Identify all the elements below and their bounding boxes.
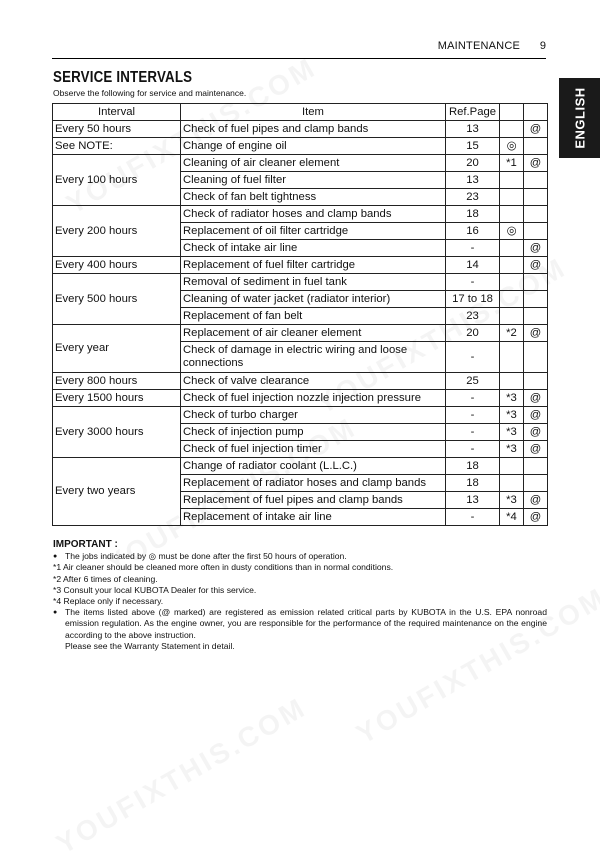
item-cell: Replacement of oil filter cartridge bbox=[181, 223, 446, 240]
note-warranty: Please see the Warranty Statement in detail. bbox=[65, 640, 235, 651]
page-number: 9 bbox=[539, 40, 546, 52]
interval-cell: Every 50 hours bbox=[53, 121, 181, 138]
ref-page-cell: - bbox=[446, 509, 500, 526]
table-row bbox=[53, 390, 548, 407]
emission-mark-cell bbox=[524, 206, 548, 223]
language-tab-label: ENGLISH bbox=[572, 87, 587, 149]
ref-page-cell: 25 bbox=[446, 373, 500, 390]
item-cell: Check of damage in electric wiring and loose connections bbox=[181, 342, 446, 373]
note-mark-cell: *3 bbox=[500, 424, 524, 441]
emission-mark-cell: @ bbox=[524, 155, 548, 172]
ref-page-cell: 14 bbox=[446, 257, 500, 274]
item-cell: Check of intake air line bbox=[181, 240, 446, 257]
item-cell: Cleaning of water jacket (radiator interior) bbox=[181, 291, 446, 308]
item-cell: Check of fuel injection nozzle injection pressure bbox=[181, 390, 446, 407]
ref-page-cell: 13 bbox=[446, 121, 500, 138]
interval-cell: Every 3000 hours bbox=[53, 407, 181, 458]
table-row bbox=[53, 257, 548, 274]
column-header-interval: Interval bbox=[53, 104, 181, 121]
interval-cell: Every 1500 hours bbox=[53, 390, 181, 407]
note-mark-cell bbox=[500, 475, 524, 492]
item-cell: Check of radiator hoses and clamp bands bbox=[181, 206, 446, 223]
ref-page-cell: - bbox=[446, 240, 500, 257]
interval-cell: Every year bbox=[53, 325, 181, 373]
item-cell: Check of fuel injection timer bbox=[181, 441, 446, 458]
ref-page-cell: 15 bbox=[446, 138, 500, 155]
language-tab bbox=[559, 78, 600, 158]
item-cell: Check of valve clearance bbox=[181, 373, 446, 390]
note-4: *4 Replace only if necessary. bbox=[53, 596, 164, 607]
table-header-row bbox=[53, 104, 548, 121]
note-mark-cell bbox=[500, 172, 524, 189]
column-header-mark bbox=[500, 104, 524, 121]
note-3: *3 Consult your local KUBOTA Dealer for this service. bbox=[53, 584, 257, 595]
ref-page-cell: 13 bbox=[446, 492, 500, 509]
column-header-emission bbox=[524, 104, 548, 121]
item-cell: Check of fan belt tightness bbox=[181, 189, 446, 206]
ref-page-cell: 23 bbox=[446, 308, 500, 325]
emission-mark-cell: @ bbox=[524, 121, 548, 138]
ref-page-cell: 18 bbox=[446, 206, 500, 223]
interval-cell: Every 200 hours bbox=[53, 206, 181, 257]
table-row bbox=[53, 373, 548, 390]
ref-page-cell: 17 to 18 bbox=[446, 291, 500, 308]
item-cell: Check of turbo charger bbox=[181, 407, 446, 424]
note-mark-cell bbox=[500, 373, 524, 390]
interval-cell: Every 800 hours bbox=[53, 373, 181, 390]
emission-mark-cell bbox=[524, 458, 548, 475]
ref-page-cell: 20 bbox=[446, 325, 500, 342]
ref-page-cell: 20 bbox=[446, 155, 500, 172]
note-mark-cell bbox=[500, 121, 524, 138]
ref-page-cell: 13 bbox=[446, 172, 500, 189]
interval-cell: Every two years bbox=[53, 458, 181, 526]
item-cell: Check of fuel pipes and clamp bands bbox=[181, 121, 446, 138]
ref-page-cell: 18 bbox=[446, 475, 500, 492]
note-mark-cell: *3 bbox=[500, 390, 524, 407]
ref-page-cell: 23 bbox=[446, 189, 500, 206]
table-row bbox=[53, 407, 548, 424]
note-mark-cell bbox=[500, 240, 524, 257]
emission-mark-cell: @ bbox=[524, 257, 548, 274]
ref-page-cell: - bbox=[446, 274, 500, 291]
emission-mark-cell: @ bbox=[524, 509, 548, 526]
note-mark-cell: *3 bbox=[500, 492, 524, 509]
table-row bbox=[53, 138, 548, 155]
ref-page-cell: - bbox=[446, 390, 500, 407]
item-cell: Replacement of air cleaner element bbox=[181, 325, 446, 342]
item-cell: Removal of sediment in fuel tank bbox=[181, 274, 446, 291]
item-cell: Replacement of fuel pipes and clamp bands bbox=[181, 492, 446, 509]
ref-page-cell: - bbox=[446, 424, 500, 441]
ref-page-cell: 16 bbox=[446, 223, 500, 240]
note-mark-cell bbox=[500, 189, 524, 206]
interval-cell: Every 400 hours bbox=[53, 257, 181, 274]
emission-mark-cell: @ bbox=[524, 441, 548, 458]
ref-page-cell: 18 bbox=[446, 458, 500, 475]
note-mark-cell: *3 bbox=[500, 441, 524, 458]
emission-mark-cell bbox=[524, 475, 548, 492]
item-cell: Replacement of intake air line bbox=[181, 509, 446, 526]
table-row bbox=[53, 274, 548, 291]
note-mark-cell bbox=[500, 458, 524, 475]
emission-mark-cell bbox=[524, 308, 548, 325]
item-cell: Check of injection pump bbox=[181, 424, 446, 441]
note-mark-cell: *3 bbox=[500, 407, 524, 424]
emission-mark-cell: @ bbox=[524, 240, 548, 257]
item-cell: Replacement of radiator hoses and clamp bands bbox=[181, 475, 446, 492]
emission-mark-cell: @ bbox=[524, 325, 548, 342]
emission-mark-cell bbox=[524, 373, 548, 390]
item-cell: Change of radiator coolant (L.L.C.) bbox=[181, 458, 446, 475]
item-cell: Cleaning of air cleaner element bbox=[181, 155, 446, 172]
note-bullet-emission: ● The items listed above (@ marked) are registered as emission related critical parts by KUBOTA in the U.S. EPA nonroad emission regulation. As the engine owner, you are responsible for the performance of the required maintenance on the engine according to the above instruction. bbox=[53, 607, 547, 641]
emission-mark-cell: @ bbox=[524, 424, 548, 441]
table-row bbox=[53, 121, 548, 138]
note-mark-cell bbox=[500, 342, 524, 373]
emission-mark-cell: @ bbox=[524, 390, 548, 407]
table-row bbox=[53, 206, 548, 223]
page-title: SERVICE INTERVALS bbox=[53, 69, 193, 86]
interval-cell: Every 500 hours bbox=[53, 274, 181, 325]
ref-page-cell: - bbox=[446, 342, 500, 373]
item-cell: Change of engine oil bbox=[181, 138, 446, 155]
item-cell: Replacement of fuel filter cartridge bbox=[181, 257, 446, 274]
section-name: MAINTENANCE bbox=[437, 40, 520, 52]
item-cell: Cleaning of fuel filter bbox=[181, 172, 446, 189]
important-heading: IMPORTANT : bbox=[53, 539, 118, 550]
note-mark-cell: *4 bbox=[500, 509, 524, 526]
emission-mark-cell bbox=[524, 223, 548, 240]
note-mark-cell bbox=[500, 206, 524, 223]
item-cell: Replacement of fan belt bbox=[181, 308, 446, 325]
emission-mark-cell bbox=[524, 189, 548, 206]
note-mark-cell: ◎ bbox=[500, 138, 524, 155]
note-1: *1 Air cleaner should be cleaned more often in dusty conditions than in normal conditions. bbox=[53, 562, 394, 573]
interval-cell: Every 100 hours bbox=[53, 155, 181, 206]
ref-page-cell: - bbox=[446, 441, 500, 458]
page-subtitle: Observe the following for service and maintenance. bbox=[53, 88, 247, 98]
emission-mark-cell: @ bbox=[524, 492, 548, 509]
interval-cell: See NOTE: bbox=[53, 138, 181, 155]
watermark bbox=[51, 691, 312, 860]
emission-mark-cell bbox=[524, 342, 548, 373]
ref-page-cell: - bbox=[446, 407, 500, 424]
note-mark-cell: *1 bbox=[500, 155, 524, 172]
note-bullet-first-50-hours: ● The jobs indicated by ◎ must be done after the first 50 hours of operation. bbox=[53, 551, 547, 562]
note-mark-cell: *2 bbox=[500, 325, 524, 342]
note-2: *2 After 6 times of cleaning. bbox=[53, 573, 158, 584]
emission-mark-cell: @ bbox=[524, 407, 548, 424]
emission-mark-cell bbox=[524, 172, 548, 189]
column-header-ref-page: Ref.Page bbox=[446, 104, 500, 121]
note-mark-cell: ◎ bbox=[500, 223, 524, 240]
emission-mark-cell bbox=[524, 138, 548, 155]
column-header-item: Item bbox=[181, 104, 446, 121]
